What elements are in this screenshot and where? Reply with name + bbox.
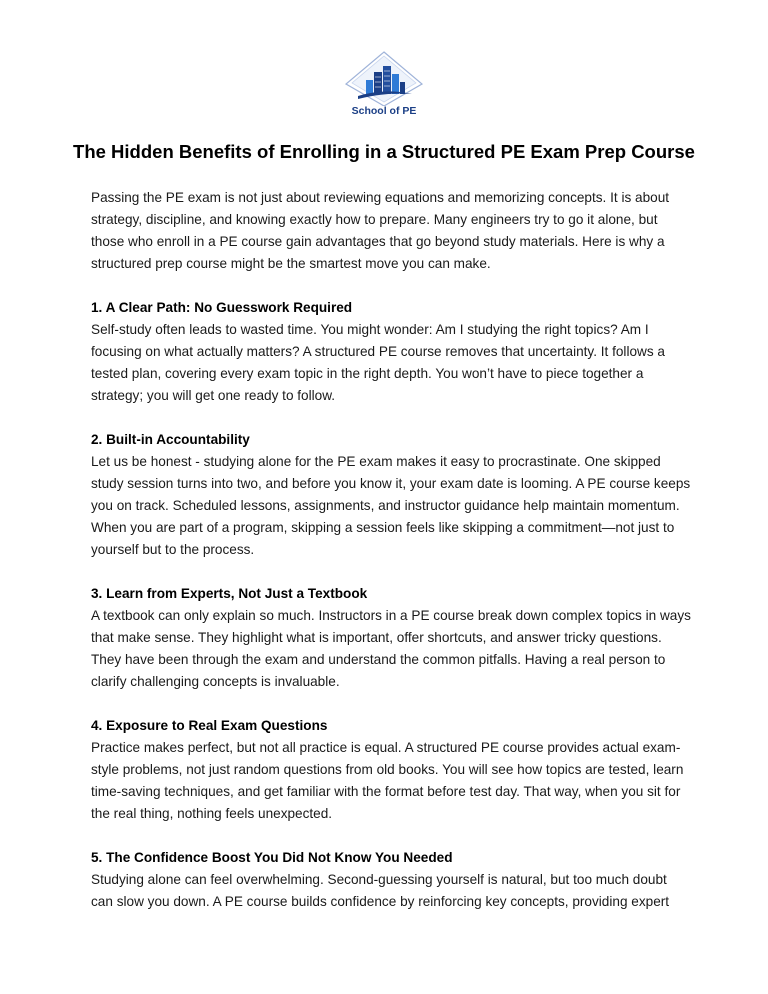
logo-graphic [342,50,426,106]
section-heading: 2. Built-in Accountability [91,432,250,447]
school-of-pe-logo [342,50,426,130]
section-heading: 3. Learn from Experts, Not Just a Textbook [91,586,368,601]
section-paragraph: Self-study often leads to wasted time. You might wonder: Am I studying the right topics? Am I focusing on what actually matters? A structured PE course removes that uncertainty. It follows a tested plan, covering every exam topic in the right depth. You won’t have to piece together a strategy; you will get one ready to follow. [91,322,665,403]
section-heading: 5. The Confidence Boost You Did Not Know You Needed [91,850,453,865]
section-confidence [91,847,691,913]
section-paragraph: A textbook can only explain so much. Instructors in a PE course break down complex topics in ways that make sense. They highlight what is important, offer shortcuts, and answer tricky questions. They have been through the exam and understand the common pitfalls. Having a real person to clarify challenging concepts is invaluable. [91,608,691,689]
document-body [91,187,691,935]
section-exam-questions [91,715,691,825]
document-title: The Hidden Benefits of Enrolling in a Structured PE Exam Prep Course [73,141,695,162]
section-experts [91,583,691,693]
intro-paragraph: Passing the PE exam is not just about reviewing equations and memorizing concepts. It is about strategy, discipline, and knowing exactly how to prepare. Many engineers try to go it alone, but those who enroll in a PE course gain advantages that go beyond study materials. Here is why a structured prep course might be the smartest move you can make. [91,190,670,271]
section-paragraph: Let us be honest - studying alone for the PE exam makes it easy to procrastinate. One skipped study session turns into two, and before you know it, your exam date is looming. A PE course keeps you on track. Scheduled lessons, assignments, and instructor guidance help maintain momentum. When you are part of a program, skipping a session feels like skipping a commitment—not just to yourself but to the process. [91,454,691,557]
section-heading: 4. Exposure to Real Exam Questions [91,718,328,733]
logo-wordmark: School of PE [351,105,417,117]
section-accountability [91,429,691,561]
section-clear-path [91,297,691,407]
section-paragraph: Studying alone can feel overwhelming. Second-guessing yourself is natural, but too much doubt can slow you down. A PE course builds confidence by reinforcing key concepts, providing expert [91,872,670,909]
section-heading: 1. A Clear Path: No Guesswork Required [91,300,353,315]
section-paragraph: Practice makes perfect, but not all practice is equal. A structured PE course provides actual exam-style problems, not just random questions from old books. You will see how topics are tested, learn time-saving techniques, and get familiar with the format before test day. That way, when you sit for the real thing, nothing feels unexpected. [91,740,684,821]
